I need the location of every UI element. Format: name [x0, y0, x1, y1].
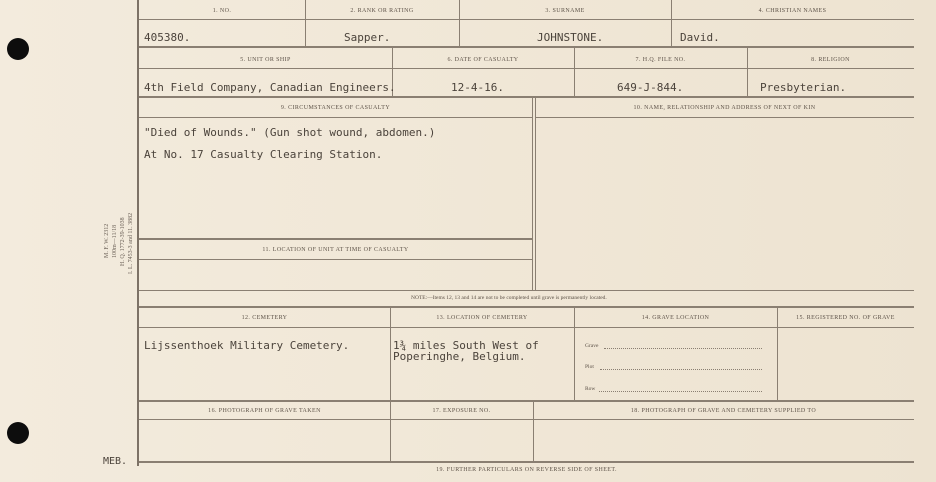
form-code-text: 100m—11/18	[112, 224, 118, 258]
note-text: NOTE:—Items 12, 13 and 14 are not to be completed until grave is permanently located.	[411, 295, 607, 301]
header-rank: 2. RANK OR RATING	[350, 8, 414, 14]
circumstances-line-2: At No. 17 Casualty Clearing Station.	[144, 148, 383, 161]
grave-label: Grave	[585, 343, 599, 349]
file-no-value: 649-J-844.	[617, 81, 684, 94]
header-cemetery: 12. CEMETERY	[241, 315, 288, 321]
form-code-text: H. Q. 1772-39-1038	[120, 217, 126, 266]
header-exposure-no: 17. EXPOSURE NO.	[432, 408, 491, 414]
header-photograph-taken: 16. PHOTOGRAPH OF GRAVE TAKEN	[208, 408, 321, 414]
margin-rule	[137, 0, 139, 466]
christian-names-value: David.	[680, 31, 720, 44]
number-value: 405380.	[144, 31, 191, 44]
header-file-no: 7. H.Q. FILE NO.	[635, 57, 686, 63]
footer-further-particulars: 19. FURTHER PARTICULARS ON REVERSE SIDE OF SHEET.	[436, 467, 617, 473]
surname-value: JOHNSTONE.	[537, 31, 604, 44]
rank-value: Sapper.	[344, 31, 391, 44]
header-registered-no: 15. REGISTERED NO. OF GRAVE	[796, 315, 895, 321]
religion-value: Presbyterian.	[760, 81, 847, 94]
header-unit: 5. UNIT OR SHIP	[240, 57, 291, 63]
punch-hole	[7, 422, 29, 444]
header-photograph-supplied: 18. PHOTOGRAPH OF GRAVE AND CEMETERY SUPPLIED TO	[630, 408, 817, 414]
header-surname: 3. SURNAME	[545, 8, 585, 14]
plot-label: Plot	[585, 364, 594, 370]
date-value: 12-4-16.	[451, 81, 504, 94]
form-code-text: M. F. W. 2312	[104, 223, 110, 258]
punch-hole	[7, 38, 29, 60]
cemetery-location-line-2: Poperinghe, Belgium.	[393, 350, 526, 363]
header-cemetery-location: 13. LOCATION OF CEMETERY	[436, 315, 528, 321]
clerk-initials: MEB.	[103, 456, 128, 467]
header-number: 1. NO.	[212, 8, 232, 14]
header-unit-location: 11. LOCATION OF UNIT AT TIME OF CASUALTY	[262, 247, 409, 253]
header-religion: 8. RELIGION	[811, 57, 850, 63]
circumstances-line-1: "Died of Wounds." (Gun shot wound, abdomen.)	[144, 126, 436, 139]
unit-value: 4th Field Company, Canadian Engineers.	[144, 81, 396, 94]
cemetery-location-line-1: 1¾ miles South West of	[393, 339, 539, 352]
cemetery-value: Lijssenthoek Military Cemetery.	[144, 339, 350, 352]
header-christian-names: 4. CHRISTIAN NAMES	[758, 8, 827, 14]
row-label: Row	[585, 386, 596, 392]
header-grave-location: 14. GRAVE LOCATION	[641, 315, 710, 321]
header-circumstances: 9. CIRCUMSTANCES OF CASUALTY	[280, 105, 391, 111]
header-next-of-kin: 10. NAME, RELATIONSHIP AND ADDRESS OF NEXT OF KIN	[633, 105, 816, 111]
header-date: 6. DATE OF CASUALTY	[447, 57, 519, 63]
form-code-text: I. L. 7453-3 and 11. 3882	[128, 212, 134, 274]
